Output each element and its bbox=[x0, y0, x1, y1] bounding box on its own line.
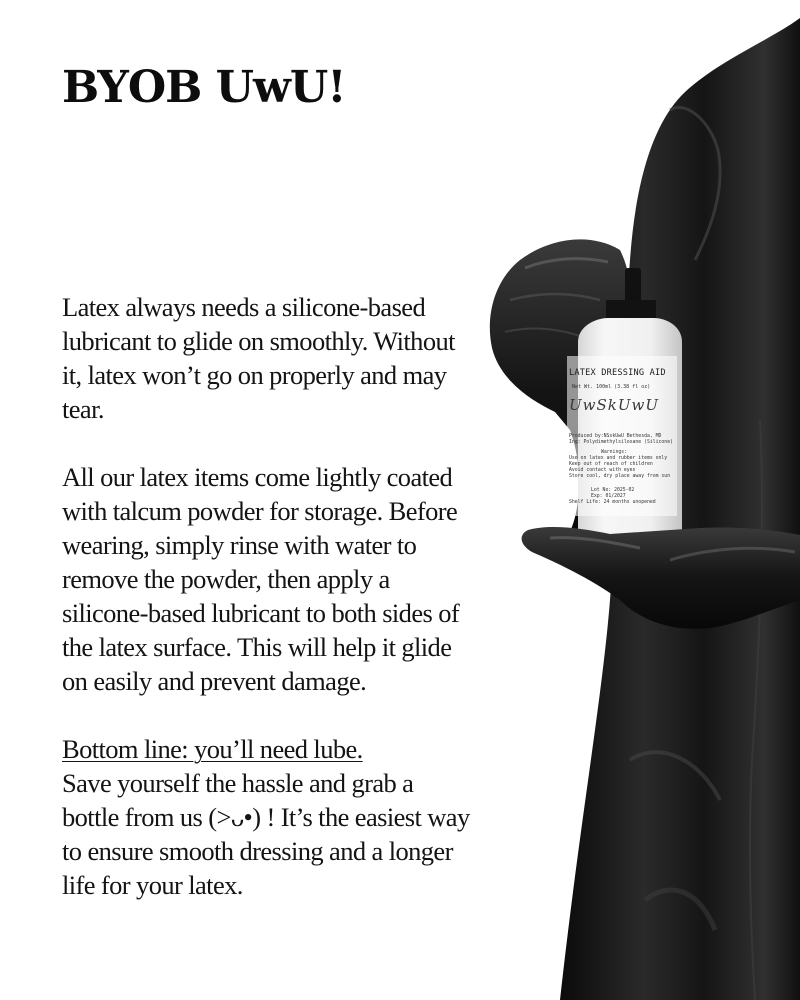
paragraph-lubricant-needed: Latex always needs a silicone-based lubricant to glide on smoothly. Without it, latex won’t go on properly and may tear. bbox=[62, 292, 455, 424]
headline: BYOB UwU! bbox=[62, 62, 346, 113]
bottle-label-lot: Lot No: 2025-02 bbox=[591, 488, 635, 493]
bottle-label-ingredients: Ing: Polydimethylsiloxane (Silicone) bbox=[569, 440, 673, 445]
bottom-line-heading: Bottom line: you’ll need lube. bbox=[62, 734, 363, 764]
bottle-label-made-by: Produced by:NSskUwU Bethesda, MD bbox=[569, 434, 662, 439]
bottle-label-warning: Avoid contact with eyes bbox=[569, 468, 636, 473]
bottle-label-warning: Use on latex and rubber items only bbox=[569, 456, 668, 461]
body-copy bbox=[62, 290, 472, 902]
bottle-label-expiry: Exp: 01/2027 bbox=[591, 494, 626, 499]
bottle-label-shelf-life: Shelf Life: 24 months unopened bbox=[569, 500, 656, 505]
bottom-line-body: Save yourself the hassle and grab a bottle from us (>ᴗ•) ! It’s the easiest way to ensure smooth dressing and a longer life for your latex. bbox=[62, 768, 470, 900]
bottle-label-warning: Keep out of reach of children bbox=[569, 462, 653, 467]
latex-lower-hand bbox=[522, 527, 800, 629]
bottle-label-net-weight: Net Wt. 100ml (3.38 fl oz) bbox=[572, 384, 651, 390]
bottle-label-title: LATEX DRESSING AID bbox=[569, 368, 666, 378]
bottle-label-warnings-heading: Warnings: bbox=[601, 450, 627, 455]
paragraph-talcum-powder: All our latex items come lightly coated with talcum powder for storage. Before wearing, simply rinse with water to remove the powder, then apply a silicone-based lubricant to both sides of the latex surface. This will help it glide on easily and prevent damage. bbox=[62, 462, 460, 696]
paragraph-bottom-line bbox=[62, 732, 472, 902]
bottle-label-warning: Store cool, dry place away from sun bbox=[569, 474, 671, 479]
bottle-label bbox=[567, 356, 673, 514]
bottle-label-brand: UwSkUwU bbox=[569, 396, 659, 414]
